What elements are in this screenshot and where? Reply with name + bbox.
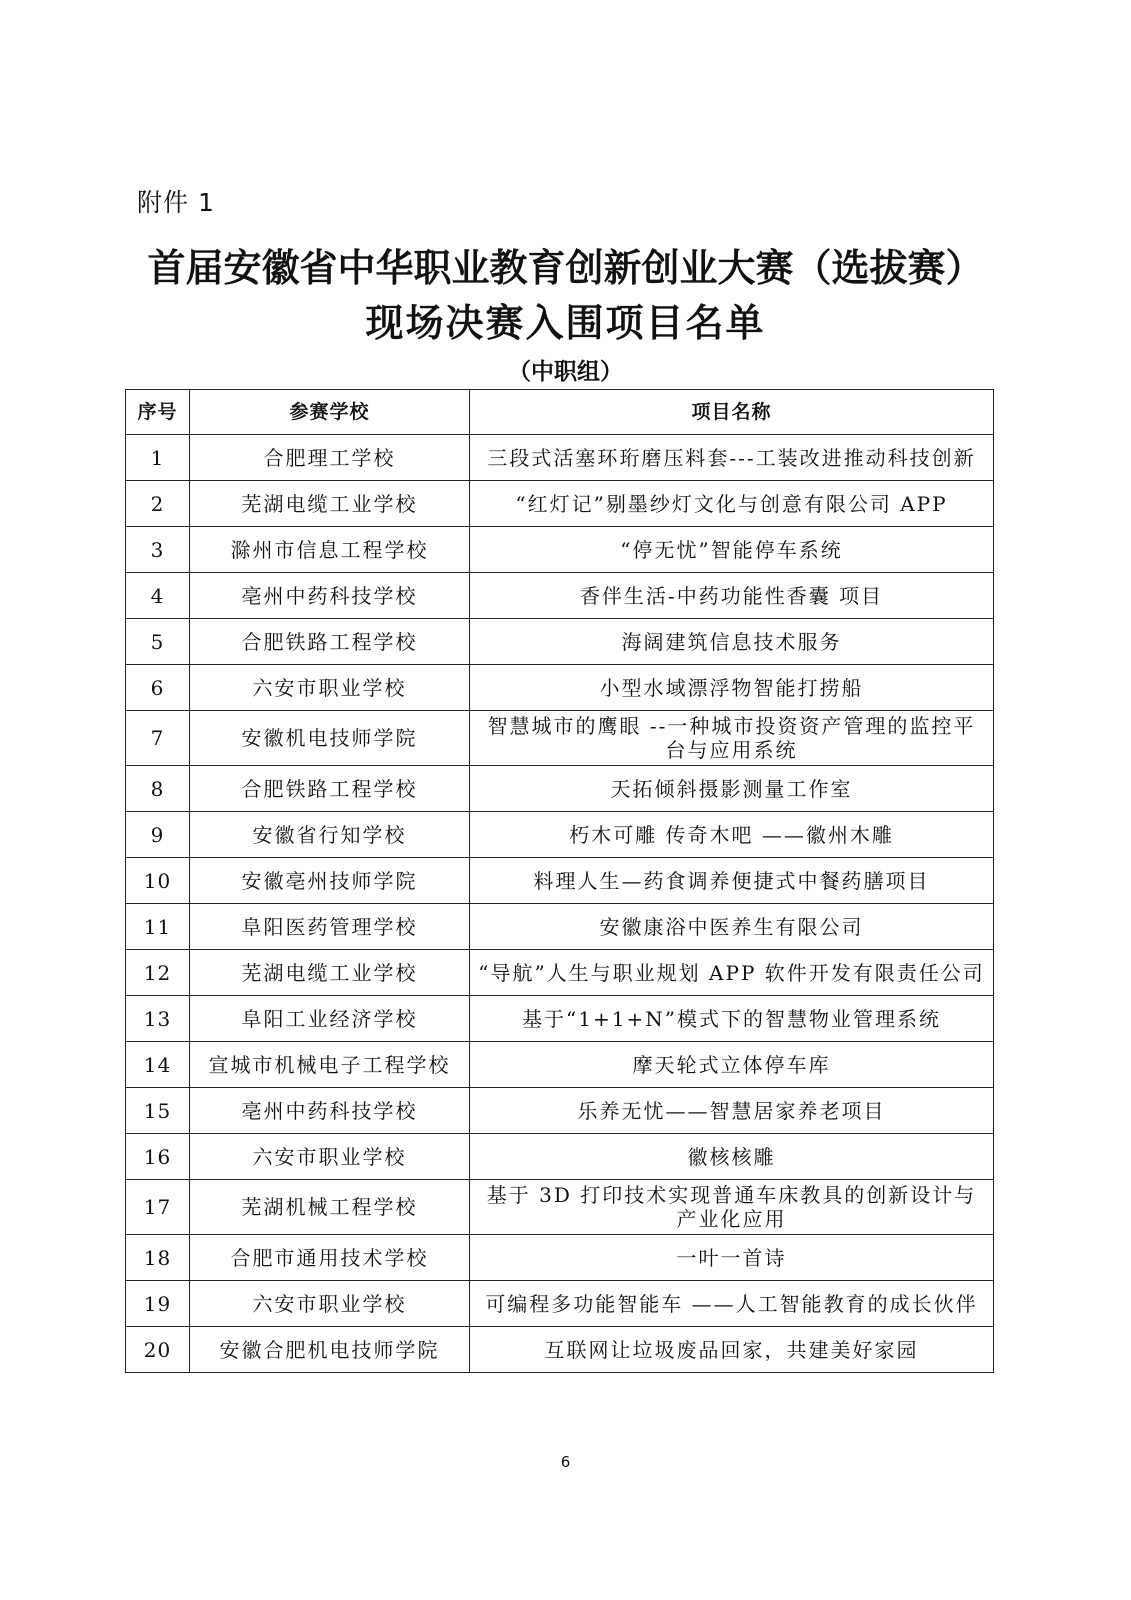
table-row	[126, 1180, 994, 1235]
row-project: 基于“1+1+N”模式下的智慧物业管理系统	[470, 996, 994, 1042]
table-row	[126, 1235, 994, 1281]
row-project: 三段式活塞环珩磨压料套---工装改进推动科技创新	[470, 435, 994, 481]
row-school: 亳州中药科技学校	[190, 573, 470, 619]
row-school: 合肥理工学校	[190, 435, 470, 481]
row-school: 芜湖电缆工业学校	[190, 481, 470, 527]
row-project: 朽木可雕 传奇木吧 ——徽州木雕	[470, 812, 994, 858]
table-row	[126, 1042, 994, 1088]
row-school: 安徽省行知学校	[190, 812, 470, 858]
row-school: 合肥铁路工程学校	[190, 766, 470, 812]
row-project: 料理人生—药食调养便捷式中餐药膳项目	[470, 858, 994, 904]
table-row	[126, 996, 994, 1042]
table-row	[126, 812, 994, 858]
table-row	[126, 950, 994, 996]
table-row	[126, 481, 994, 527]
row-project: 一叶一首诗	[470, 1235, 994, 1281]
row-number: 11	[126, 904, 190, 950]
attachment-label: 附件 1	[137, 188, 215, 217]
row-school: 六安市职业学校	[190, 1281, 470, 1327]
row-school: 阜阳工业经济学校	[190, 996, 470, 1042]
table-header-row	[126, 390, 994, 435]
table-row	[126, 904, 994, 950]
document-title-line-1: 首届安徽省中华职业教育创新创业大赛（选拔赛）	[147, 245, 984, 290]
header-school: 参赛学校	[190, 390, 470, 435]
table-row	[126, 1281, 994, 1327]
row-school: 合肥市通用技术学校	[190, 1235, 470, 1281]
row-number: 15	[126, 1088, 190, 1134]
row-school: 安徽合肥机电技师学院	[190, 1327, 470, 1373]
row-school: 芜湖电缆工业学校	[190, 950, 470, 996]
document-title-line-2: 现场决赛入围项目名单	[365, 300, 766, 345]
row-project: 可编程多功能智能车 ——人工智能教育的成长伙伴	[470, 1281, 994, 1327]
table-row	[126, 527, 994, 573]
row-number: 14	[126, 1042, 190, 1088]
row-project: 天拓倾斜摄影测量工作室	[470, 766, 994, 812]
row-number: 20	[126, 1327, 190, 1373]
row-school: 芜湖机械工程学校	[190, 1180, 470, 1235]
row-number: 5	[126, 619, 190, 665]
row-project: 小型水域漂浮物智能打捞船	[470, 665, 994, 711]
row-school: 六安市职业学校	[190, 1134, 470, 1180]
table-row	[126, 1088, 994, 1134]
row-project: 安徽康浴中医养生有限公司	[470, 904, 994, 950]
row-number: 18	[126, 1235, 190, 1281]
row-number: 16	[126, 1134, 190, 1180]
row-school: 阜阳医药管理学校	[190, 904, 470, 950]
table-row	[126, 619, 994, 665]
row-project: 互联网让垃圾废品回家，共建美好家园	[470, 1327, 994, 1373]
row-number: 4	[126, 573, 190, 619]
row-project: 智慧城市的鹰眼 --一种城市投资资产管理的监控平台与应用系统	[470, 711, 994, 766]
row-project: 基于 3D 打印技术实现普通车床教具的创新设计与产业化应用	[470, 1180, 994, 1235]
row-school: 宣城市机械电子工程学校	[190, 1042, 470, 1088]
table-row	[126, 1327, 994, 1373]
row-number: 13	[126, 996, 190, 1042]
row-school: 合肥铁路工程学校	[190, 619, 470, 665]
table-row	[126, 665, 994, 711]
row-number: 1	[126, 435, 190, 481]
row-school: 六安市职业学校	[190, 665, 470, 711]
row-project: 摩天轮式立体停车库	[470, 1042, 994, 1088]
row-number: 6	[126, 665, 190, 711]
row-project: 香伴生活-中药功能性香囊 项目	[470, 573, 994, 619]
table-row	[126, 573, 994, 619]
header-project: 项目名称	[470, 390, 994, 435]
row-school: 安徽机电技师学院	[190, 711, 470, 766]
row-number: 8	[126, 766, 190, 812]
row-number: 7	[126, 711, 190, 766]
page-number: 6	[560, 1453, 571, 1471]
row-number: 2	[126, 481, 190, 527]
table-row	[126, 766, 994, 812]
group-subtitle: （中职组）	[508, 359, 623, 385]
row-number: 19	[126, 1281, 190, 1327]
row-school: 亳州中药科技学校	[190, 1088, 470, 1134]
table-row	[126, 435, 994, 481]
row-number: 12	[126, 950, 190, 996]
row-project: “红灯记”剔墨纱灯文化与创意有限公司 APP	[470, 481, 994, 527]
row-project: 徽核核雕	[470, 1134, 994, 1180]
header-number: 序号	[126, 390, 190, 435]
table-row	[126, 1134, 994, 1180]
row-project: 乐养无忧——智慧居家养老项目	[470, 1088, 994, 1134]
row-project: 海阔建筑信息技术服务	[470, 619, 994, 665]
table-row	[126, 711, 994, 766]
row-school: 滁州市信息工程学校	[190, 527, 470, 573]
row-project: “停无忧”智能停车系统	[470, 527, 994, 573]
table-row	[126, 858, 994, 904]
row-number: 17	[126, 1180, 190, 1235]
row-project: “导航”人生与职业规划 APP 软件开发有限责任公司	[470, 950, 994, 996]
row-number: 3	[126, 527, 190, 573]
row-school: 安徽亳州技师学院	[190, 858, 470, 904]
row-number: 9	[126, 812, 190, 858]
row-number: 10	[126, 858, 190, 904]
finalist-project-table	[125, 389, 994, 1373]
